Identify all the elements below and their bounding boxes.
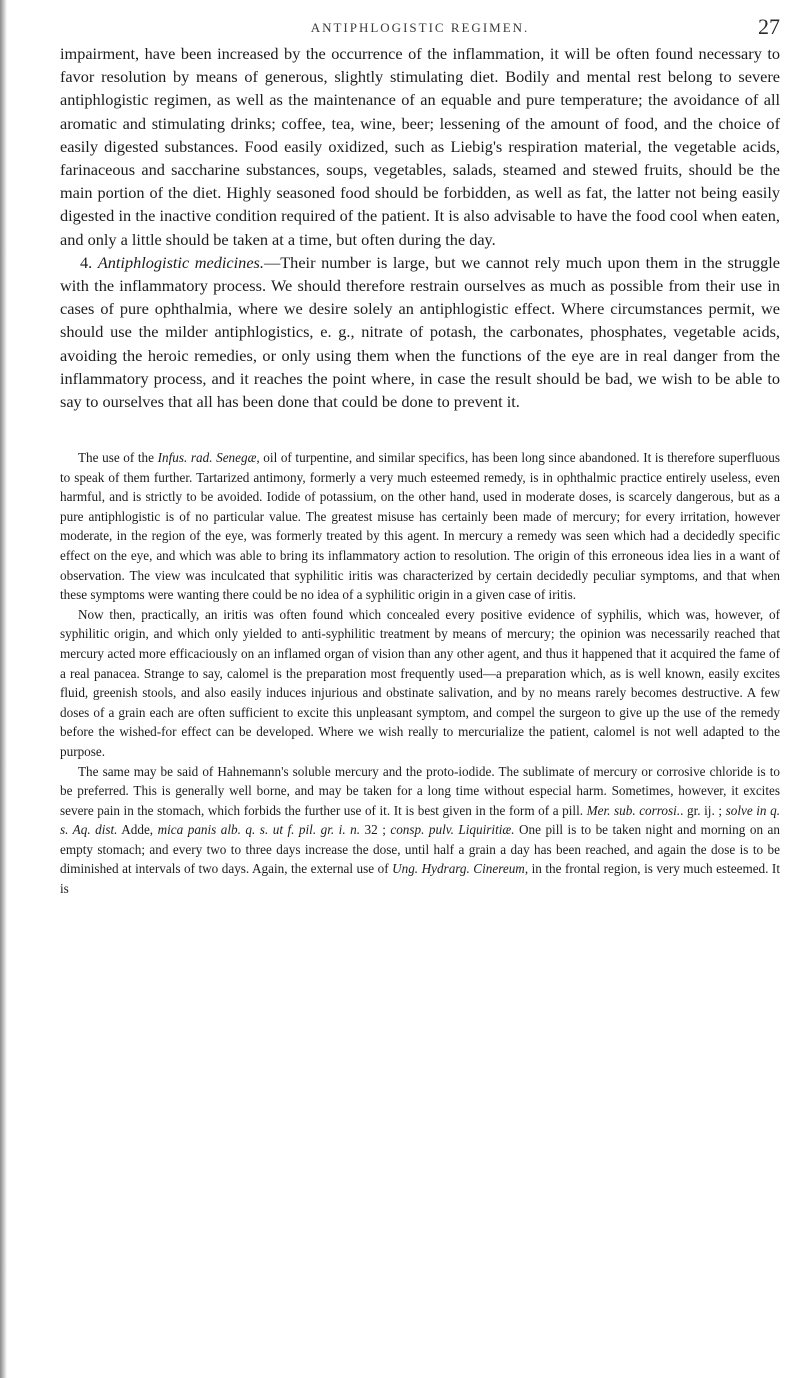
text-run: , in the frontal region, is very much esteemed. It is [60, 861, 780, 897]
text-run: . gr. ij. ; [680, 802, 726, 818]
note-paragraph-1 [60, 448, 780, 605]
italic-run: mica panis alb. q. s. ut f. pil. gr. i. n. [157, 822, 361, 838]
text-run: The use of the [78, 450, 158, 465]
text-run: Adde, [117, 822, 158, 838]
text-run: 32 ; [360, 822, 391, 838]
page-number: 27 [758, 14, 780, 39]
paragraph-antiphlogistic-medicines [60, 251, 780, 413]
running-head: ANTIPHLOGISTIC REGIMEN. [310, 20, 530, 35]
section-number: 4. [80, 252, 93, 272]
text-run: , oil of turpentine, and similar specifics, has been long since abandoned. It is therefore superfluous to speak of them further. Tartarized antimony, formerly a very much esteemed remedy, is in ophthalmic practice entirely useless, even harmful, and is strictly to be avoided. Iodide of potassium, on the other hand, used in moderate doses, is scarcely dangerous, but as a pure antiphlogistic is of no particular value. The greatest misuse has certainly been made of mercury; for every irritation, however moderate, in the region of the eye, was formerly treated by this agent. In mercury a remedy was seen which had a decidedly specific effect on the eye, and which was able to bring its inflammatory action to resolution. The origin of this erroneous idea lies in a want of observation. The view was inculcated that syphilitic iritis was characterized by certain decidedly peculiar symptoms, and that when these symptoms were wanting there could be no idea of a syphilitic origin in a given case of iritis. [60, 450, 780, 603]
section-text: —Their number is large, but we cannot rely much upon them in the struggle with the inflammatory process. We should therefore restrain ourselves as much as possible from their use in cases of pure ophthalmia, where we desire solely an antiphlogistic effect. Where circumstances permit, we should use the milder antiphlogistics, e. g., nitrate of potash, the carbonates, phosphates, vegetable acids, avoiding the heroic remedies, or only using them when the functions of the eye are in real danger from the inflammatory process, and it reaches the point where, in case the result should be bad, we wish to be able to say to ourselves that all has been done that could be done to prevent it. [60, 252, 780, 412]
section-heading: Antiphlogistic medicines. [97, 252, 264, 272]
binding-edge [0, 0, 7, 1378]
page-header [60, 16, 780, 40]
note-paragraph-2: Now then, practically, an iritis was often found which concealed every positive evidence of syphilis, which was, however, of syphilitic origin, and which only yielded to anti-syphilitic treatment by means of mercury; the opinion was necessarily reached that mercury acted more efficaciously on an inflamed organ of vision than any other agent, and thus it happened that it acquired the fame of a real panacea. Strange to say, calomel is the preparation most frequently used—a preparation which, as is well known, easily excites fluid, greenish stools, and also easily induces injurious and obstinate salivation, and by no means rarely becomes destructive. A few doses of a grain each are often sufficient to excite this unpleasant symptom, and compel the surgeon to give up the use of the remedy before the wished-for effect can be developed. Where we wish really to mercurialize the patient, calomel is not well adapted to the purpose. [60, 606, 780, 759]
italic-run: Ung. Hydrarg. Cinereum [392, 861, 525, 877]
italic-run: Infus. rad. Senegæ [157, 450, 257, 465]
text-run: One pill is to be taken night and morning on an empty stomach; and every two to three days increase the dose, until half a grain a day has been reached, and again the dose is to be diminished at intervals of two days. Again, the external use of [60, 822, 780, 877]
note-paragraph-3 [60, 762, 780, 899]
italic-run: Mer. sub. corrosi. [586, 802, 681, 818]
italic-run: solve in q. s. Aq. dist. [60, 802, 780, 838]
italic-run: consp. pulv. Liquiritiæ. [390, 822, 515, 838]
text-run: The same may be said of Hahnemann's soluble mercury and the proto-iodide. The sublimate of mercury or corrosive chloride is to be preferred. This is generally well borne, and may be taken for a long time without especial harm. Sometimes, however, it excites severe pain in the stomach, which forbids the further use of it. It is best given in the form of a pill. [60, 763, 780, 818]
main-text [60, 42, 780, 413]
paragraph-diet: impairment, have been increased by the occurrence of the inflammation, it will be often found necessary to favor resolution by means of generous, slightly stimulating diet. Bodily and mental rest belong to severe antiphlogistic regimen, as well as the maintenance of an equable and pure temperature; the avoidance of all aromatic and stimulating drinks; coffee, tea, wine, beer; lessening of the amount of food, and the choice of easily digested substances. Food easily oxidized, such as Liebig's respiration material, the vegetable acids, farinaceous and saccharine substances, soups, vegetables, salads, steamed and stewed fruits, should be the main portion of the diet. Highly seasoned food should be forbidden, as well as fat, the latter not being easily digested in the inactive condition required of the patient. It is also advisable to have the food cool when eaten, and only a little should be taken at a time, but often during the day. [60, 44, 780, 249]
small-print-notes [60, 448, 780, 899]
